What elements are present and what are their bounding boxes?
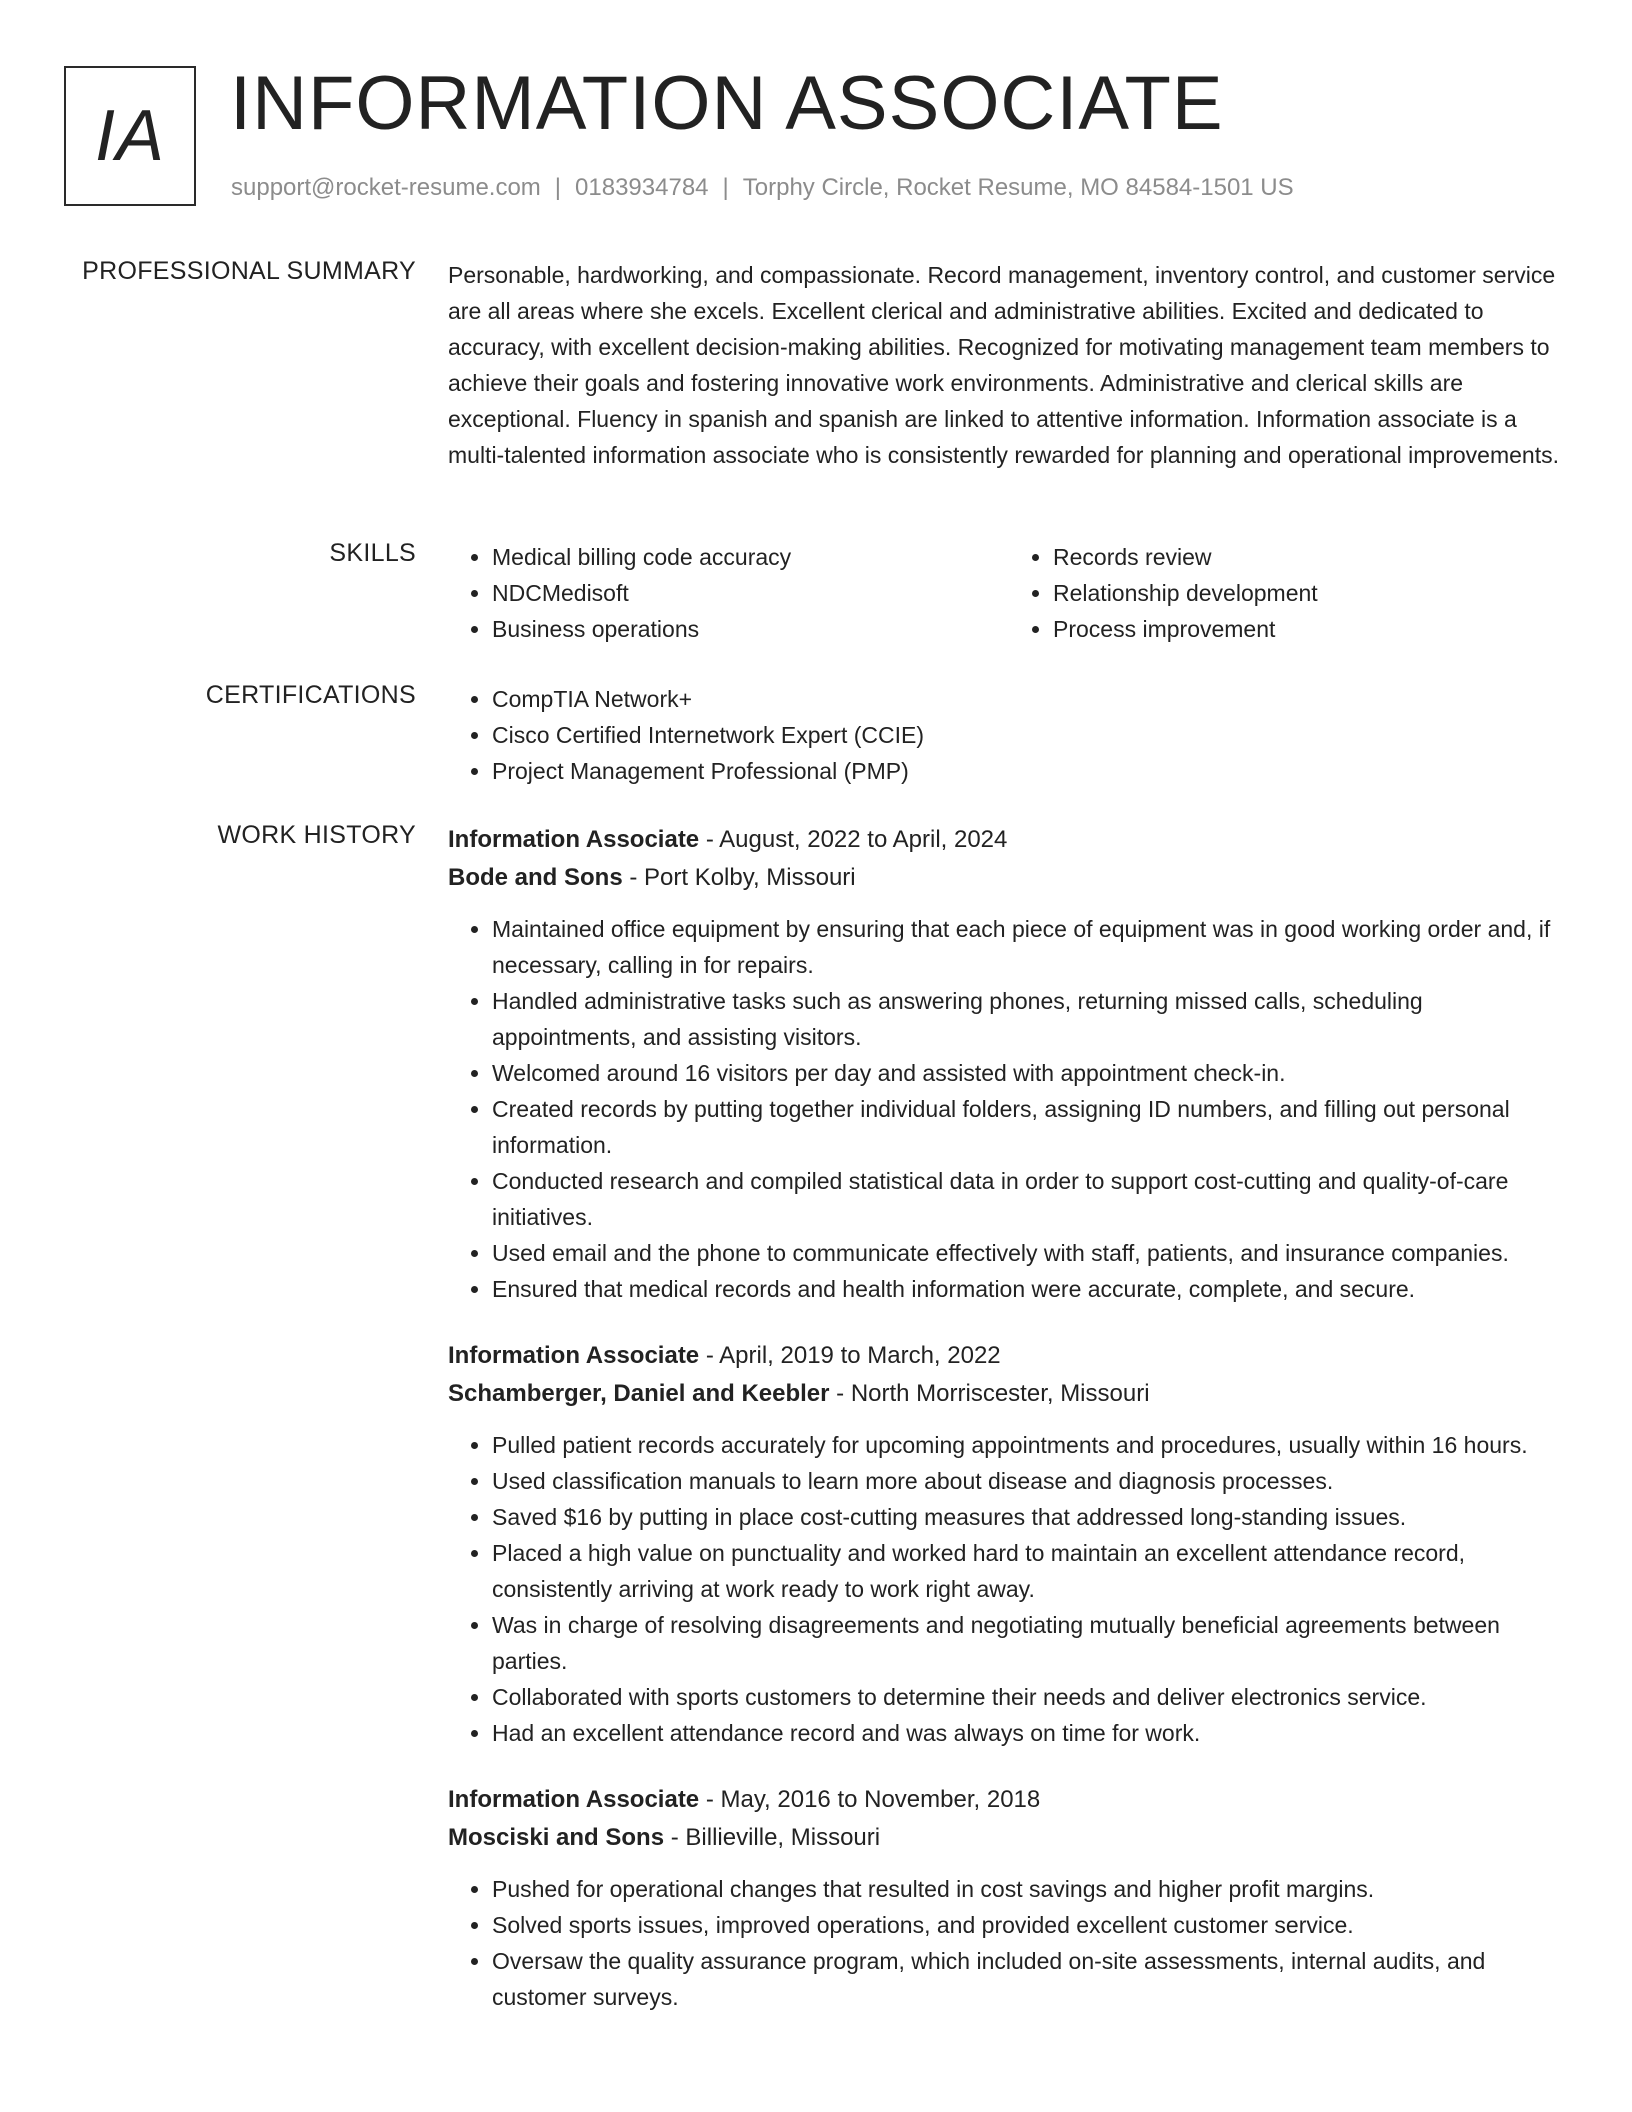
contact-address: Torphy Circle, Rocket Resume, MO 84584-1501 US: [742, 174, 1294, 201]
job-title-line: [448, 1781, 1570, 1819]
job-company-line: [448, 859, 1570, 897]
resume-header: [64, 61, 1568, 210]
contact-separator: |: [722, 174, 729, 201]
section-label-skills: SKILLS: [329, 539, 416, 567]
job-entry: [448, 1337, 1570, 1751]
job-bullets: [448, 1427, 1570, 1751]
certification-item: • CompTIA Network+: [492, 681, 1570, 717]
job-bullet: • Maintained office equipment by ensuring that each piece of equipment was in good working order and, if necessary, calling in for repairs.: [492, 911, 1570, 983]
job-bullet: • Used classification manuals to learn more about disease and diagnosis processes.: [492, 1463, 1570, 1499]
job-bullet: • Collaborated with sports customers to determine their needs and deliver electronics service.: [492, 1679, 1570, 1715]
job-dates: - April, 2019 to March, 2022: [699, 1342, 1001, 1369]
skill-item: • Medical billing code accuracy: [492, 539, 1009, 575]
summary-section: [64, 257, 1568, 507]
job-company: Schamberger, Daniel and Keebler: [448, 1380, 830, 1407]
certification-item: • Project Management Professional (PMP): [492, 753, 1570, 789]
job-company-line: [448, 1375, 1570, 1413]
contact-email[interactable]: support@rocket-resume.com: [231, 174, 541, 201]
job-dates: - August, 2022 to April, 2024: [699, 826, 1008, 853]
job-bullet: • Solved sports issues, improved operations, and provided excellent customer service.: [492, 1907, 1570, 1943]
job-bullet: • Conducted research and compiled statistical data in order to support cost-cutting and quality-of-care initiatives.: [492, 1163, 1570, 1235]
job-bullet: • Welcomed around 16 visitors per day and assisted with appointment check-in.: [492, 1055, 1570, 1091]
monogram-logo: IA: [64, 66, 196, 206]
skills-section: [64, 539, 1568, 649]
certifications-body: [448, 681, 1570, 789]
certification-item: • Cisco Certified Internetwork Expert (CCIE): [492, 717, 1570, 753]
skill-item: • Process improvement: [1053, 611, 1570, 647]
summary-body: [448, 257, 1570, 473]
job-bullet: • Placed a high value on punctuality and worked hard to maintain an excellent attendance record, consistently arriving at work ready to work right away.: [492, 1535, 1570, 1607]
skill-item: • Business operations: [492, 611, 1009, 647]
job-bullet: • Had an excellent attendance record and was always on time for work.: [492, 1715, 1570, 1751]
job-bullet: • Used email and the phone to communicate effectively with staff, patients, and insurance companies.: [492, 1235, 1570, 1271]
job-title: Information Associate: [448, 826, 700, 853]
job-bullet: • Saved $16 by putting in place cost-cutting measures that addressed long-standing issues.: [492, 1499, 1570, 1535]
contact-separator: |: [554, 174, 562, 201]
job-title: Information Associate: [448, 1342, 700, 1369]
job-bullet: • Created records by putting together individual folders, assigning ID numbers, and filling out personal information.: [492, 1091, 1570, 1163]
work-history-section: [64, 821, 1568, 2101]
skills-column-1: [448, 539, 1009, 647]
job-location: - North Morriscester, Missouri: [829, 1380, 1150, 1407]
certifications-list: [448, 681, 1570, 789]
section-label-certifications: CERTIFICATIONS: [205, 681, 416, 709]
skills-grid: [448, 539, 1570, 647]
job-bullets: [448, 1871, 1570, 2015]
section-label-summary: PROFESSIONAL SUMMARY: [82, 257, 416, 285]
skill-item: • NDCMedisoft: [492, 575, 1009, 611]
job-dates: - May, 2016 to November, 2018: [699, 1786, 1041, 1813]
job-title: Information Associate: [448, 1786, 700, 1813]
section-label-work-history: WORK HISTORY: [217, 821, 416, 849]
job-entry: [448, 821, 1570, 1307]
contact-phone[interactable]: 0183934784: [575, 174, 709, 201]
job-location: - Port Kolby, Missouri: [622, 864, 856, 891]
job-title-line: [448, 821, 1570, 859]
job-bullet: • Oversaw the quality assurance program, which included on-site assessments, internal audits, and customer surveys.: [492, 1943, 1570, 2015]
certifications-section: [64, 681, 1568, 791]
skill-item: • Relationship development: [1053, 575, 1570, 611]
job-entry: [448, 1781, 1570, 2015]
summary-text: Personable, hardworking, and compassionate. Record management, inventory control, and customer service are all areas where she excels. Excellent clerical and administrative abilities. Excited and dedicated to accuracy, with excellent decision-making abilities. Recognized for motivating management team members to achieve their goals and fostering innovative work environments. Administrative and clerical skills are exceptional. Fluency in spanish and spanish are linked to attentive information. Information associate is a multi-talented information associate who is consistently rewarded for planning and operational improvements.: [448, 262, 1559, 468]
job-bullet: • Ensured that medical records and health information were accurate, complete, and secure.: [492, 1271, 1570, 1307]
skill-item: • Records review: [1053, 539, 1570, 575]
job-bullet: • Was in charge of resolving disagreements and negotiating mutually beneficial agreements between parties.: [492, 1607, 1570, 1679]
candidate-name: INFORMATION ASSOCIATE: [230, 61, 1224, 146]
job-bullet: • Pushed for operational changes that resulted in cost savings and higher profit margins.: [492, 1871, 1570, 1907]
job-company: Bode and Sons: [448, 864, 623, 891]
job-company-line: [448, 1819, 1570, 1857]
work-history-body: [448, 821, 1570, 2045]
contact-line: [231, 174, 1294, 202]
job-bullet: • Handled administrative tasks such as answering phones, returning missed calls, scheduling appointments, and assisting visitors.: [492, 983, 1570, 1055]
job-bullet: • Pulled patient records accurately for upcoming appointments and procedures, usually within 16 hours.: [492, 1427, 1570, 1463]
job-company: Mosciski and Sons: [448, 1824, 665, 1851]
skills-column-2: [1009, 539, 1570, 647]
job-title-line: [448, 1337, 1570, 1375]
job-location: - Billieville, Missouri: [664, 1824, 881, 1851]
job-bullets: [448, 911, 1570, 1307]
